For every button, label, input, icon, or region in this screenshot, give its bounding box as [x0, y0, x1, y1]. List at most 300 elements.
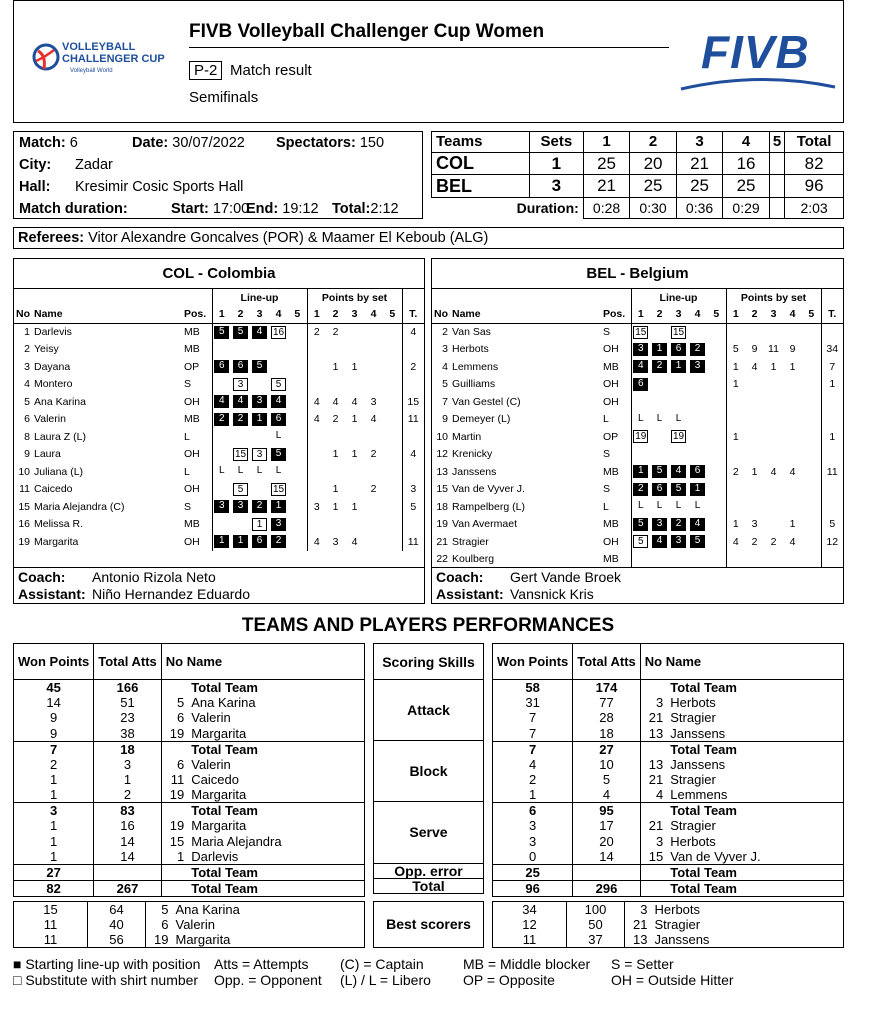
player-name: Ana Karina [34, 395, 86, 408]
player-name: Yeisy [34, 343, 59, 356]
starting-position: 5 [233, 326, 248, 339]
start-time: 17:00 [212, 201, 250, 217]
set-points: 1 [351, 500, 358, 513]
assistant-name: Niño Hernandez Eduardo [92, 586, 250, 602]
starting-position: 3 [233, 500, 248, 513]
libero-mark: L [218, 465, 225, 477]
won-points: 3 [14, 803, 94, 819]
won-points: 2 [493, 772, 573, 787]
libero-mark: L [656, 500, 663, 512]
total-label: Total Team [666, 864, 843, 880]
set-points: 9 [789, 343, 796, 356]
player-number: 4 [24, 378, 30, 391]
set-points [364, 533, 383, 551]
player-name: Janssens [452, 465, 497, 478]
player-no: 13 [625, 932, 651, 948]
player-name: Janssens [651, 932, 844, 948]
player-total [821, 498, 843, 516]
score-header-cell: Total [785, 132, 844, 153]
player-perf-row [14, 757, 365, 772]
player-total: 2 [402, 358, 424, 376]
set-points [326, 376, 345, 394]
player-name: Stragier [666, 818, 843, 833]
won-points: 0 [493, 849, 573, 865]
total-atts: 2 [94, 787, 162, 803]
player-name: Lemmens [666, 787, 843, 803]
logo-line2: CHALLENGER CUP [62, 53, 165, 65]
won-points: 11 [14, 917, 88, 932]
total-atts: 27 [573, 741, 641, 757]
substitute-number: 15 [234, 448, 247, 460]
player-row [14, 428, 424, 446]
starting-position: 3 [690, 360, 705, 373]
starting-position: 1 [214, 535, 229, 548]
player-name: Caicedo [34, 483, 73, 496]
player-number: 4 [442, 360, 448, 373]
libero-mark: L [256, 465, 263, 477]
total-header: T. [402, 306, 424, 323]
match-label: Match: [19, 135, 66, 151]
set-points [726, 393, 745, 411]
set-points: 2 [307, 323, 326, 341]
set-points [307, 358, 326, 376]
player-name: Van de Vyver J. [666, 849, 843, 865]
set-points [383, 393, 402, 411]
player-number: 9 [442, 413, 448, 426]
roster-table [432, 289, 843, 568]
player-no: 19 [161, 818, 187, 833]
won-points: 31 [493, 695, 573, 710]
set-duration: 2:03 [785, 198, 844, 219]
player-row [432, 498, 843, 516]
player-total: 5 [821, 516, 843, 534]
points-set-header: 4 [783, 306, 802, 323]
points-set-header: 5 [383, 306, 402, 323]
player-no [161, 880, 187, 896]
set-points [307, 446, 326, 464]
total-atts: 10 [573, 757, 641, 772]
set-points: 9 [751, 343, 758, 356]
won-points: 14 [14, 695, 94, 710]
set-points [326, 341, 345, 359]
starting-position: 5 [633, 518, 648, 531]
set-points: 4 [751, 360, 758, 373]
player-perf-row [493, 772, 844, 787]
score-header-cell: Teams [432, 132, 530, 153]
player-position: MB [603, 360, 619, 373]
substitute-number: 3 [252, 448, 267, 461]
set-duration: 0:28 [583, 198, 630, 219]
skill-label: Total [374, 878, 484, 893]
set-points [802, 323, 821, 341]
starting-position: 2 [652, 360, 667, 373]
legend-captain: (C) = Captain [340, 956, 424, 972]
set-points [783, 498, 802, 516]
lineup-set-header: 5 [288, 306, 307, 323]
set-points [345, 481, 364, 499]
player-row [14, 341, 424, 359]
set-points: 4 [351, 395, 358, 408]
set-points: 1 [351, 448, 358, 461]
player-perf-row [493, 818, 844, 833]
no-name-header: No Name [161, 644, 364, 680]
player-number: 10 [436, 430, 448, 443]
won-points: 34 [493, 902, 567, 918]
player-name: Valerin [187, 710, 364, 725]
player-name: Herbots [666, 833, 843, 848]
set-points [745, 481, 764, 499]
set-points [802, 393, 821, 411]
player-row [14, 393, 424, 411]
player-no: 19 [161, 787, 187, 803]
points-set-header: 2 [326, 306, 345, 323]
starting-position: 4 [252, 326, 267, 339]
won-points: 96 [493, 880, 573, 896]
skill-label: Opp. error [374, 863, 484, 878]
date-label: Date: [132, 135, 169, 151]
player-name: Valerin [34, 413, 66, 426]
phase-label: Semifinals [189, 89, 259, 106]
won-points: 2 [14, 757, 94, 772]
player-perf-row [14, 787, 365, 803]
team-panel-col [13, 258, 425, 604]
set-points [745, 393, 764, 411]
player-row [14, 533, 424, 551]
lineup-set-header: 1 [631, 306, 650, 323]
total-atts: 3 [94, 757, 162, 772]
player-no [640, 864, 666, 880]
set-points: 2 [370, 448, 377, 461]
total-atts: 14 [573, 849, 641, 865]
player-position: S [603, 483, 611, 496]
won-points: 12 [493, 917, 567, 932]
set-points: 2 [770, 535, 777, 548]
score-team-code: BEL [432, 175, 530, 198]
team-panel-bel [431, 258, 844, 604]
skill-label: Block [374, 741, 484, 802]
player-name: Koulberg [452, 553, 495, 566]
score-header-cell: 4 [723, 132, 770, 153]
player-no: 21 [640, 772, 666, 787]
set-points [764, 481, 783, 499]
player-name: Valerin [187, 757, 364, 772]
set-points [764, 393, 783, 411]
player-name: Van Sas [452, 326, 491, 338]
set-points [745, 428, 764, 446]
player-name: Darlevis [34, 326, 72, 338]
won-points: 6 [493, 803, 573, 819]
set-points [383, 376, 402, 394]
hall-value: Kresimir Cosic Sports Hall [75, 179, 244, 195]
player-row [14, 463, 424, 481]
total-atts: 20 [573, 833, 641, 848]
total-team-row [493, 880, 844, 896]
player-name: Valerin [172, 917, 365, 932]
player-total [821, 551, 843, 569]
starting-position: 6 [214, 360, 229, 373]
name-header: Name [34, 306, 184, 323]
player-name: Dayana [34, 360, 71, 373]
starting-position: 2 [233, 413, 248, 426]
starting-position: 6 [690, 465, 705, 478]
won-points: 58 [493, 680, 573, 696]
player-perf-row [14, 833, 365, 848]
total-atts: 14 [94, 833, 162, 848]
player-number: 13 [436, 465, 448, 478]
player-total: 1 [821, 428, 843, 446]
match-info [13, 131, 423, 219]
player-no: 19 [161, 726, 187, 742]
player-position: MB [603, 518, 619, 531]
won-points: 1 [493, 787, 573, 803]
set-points [802, 376, 821, 394]
substitute-number: 15 [672, 326, 685, 338]
set-points [383, 446, 402, 464]
won-points: 1 [14, 849, 94, 865]
starting-position: 6 [252, 535, 267, 548]
player-number: 3 [24, 360, 30, 373]
player-total: 7 [821, 358, 843, 376]
starting-position: 2 [252, 500, 267, 513]
libero-mark: L [675, 412, 682, 424]
set-points [345, 376, 364, 394]
assistant-row: Assistant: Niño Hernandez Eduardo [18, 586, 250, 602]
player-number: 9 [24, 448, 30, 461]
spectators-label: Spectators: [276, 135, 356, 151]
player-total [402, 341, 424, 359]
set-points [383, 358, 402, 376]
set-points [345, 341, 364, 359]
starting-position: 3 [252, 395, 267, 408]
set-points [364, 516, 383, 534]
total-atts: 38 [94, 726, 162, 742]
player-no [161, 803, 187, 819]
score-cell: 25 [630, 175, 677, 198]
duration-label: Match duration: [19, 201, 128, 217]
set-points: 1 [751, 465, 758, 478]
player-no: 1 [161, 849, 187, 865]
set-points [383, 428, 402, 446]
starting-position: 2 [214, 413, 229, 426]
player-name: Margarita [187, 726, 364, 742]
player-row [432, 481, 843, 499]
set-points: 3 [751, 518, 758, 531]
player-name: Janssens [666, 726, 843, 742]
total-atts: 296 [573, 880, 641, 896]
set-points: 1 [351, 360, 358, 373]
total-atts: 166 [94, 680, 162, 696]
legend-opp: Opp. = Opponent [214, 972, 322, 988]
hall-label: Hall: [19, 179, 51, 195]
set-points: 2 [751, 535, 758, 548]
player-perf-row [14, 695, 365, 710]
player-number: 8 [24, 430, 30, 443]
total-team-row [14, 803, 365, 819]
libero-mark: L [694, 500, 701, 512]
player-perf-row [493, 757, 844, 772]
set-points: 4 [789, 535, 796, 548]
set-points [307, 481, 326, 499]
score-cell: 25 [676, 175, 723, 198]
col-performance-table [13, 643, 365, 897]
player-name: Maria Alejandra (C) [34, 500, 125, 513]
player-number: 16 [18, 518, 30, 531]
player-row [14, 323, 424, 341]
total-atts: 14 [94, 849, 162, 865]
substitute-number: 15 [635, 326, 647, 338]
coach-row: Coach: Antonio Rizola Neto [18, 569, 216, 585]
total-atts: 83 [94, 803, 162, 819]
player-row [432, 551, 843, 569]
player-no: 5 [161, 695, 187, 710]
starting-position: 5 [652, 465, 667, 478]
total-atts [573, 864, 641, 880]
player-total [402, 463, 424, 481]
set-points [802, 411, 821, 429]
lineup-set-header: 1 [212, 306, 231, 323]
player-row [432, 428, 843, 446]
player-name: Herbots [651, 902, 844, 918]
player-number: 19 [18, 535, 30, 548]
starting-position: 6 [652, 483, 667, 496]
starting-position: 4 [271, 395, 286, 408]
won-points: 1 [14, 772, 94, 787]
lineup-set-header: 3 [250, 306, 269, 323]
total-atts: 37 [567, 932, 625, 948]
match-number: 6 [69, 135, 78, 151]
player-position: S [184, 500, 192, 513]
set-points: 4 [307, 533, 326, 551]
player-row [432, 516, 843, 534]
score-cell: 21 [676, 152, 723, 175]
player-row [432, 323, 843, 341]
player-no [640, 880, 666, 896]
roster-table [14, 289, 424, 551]
player-position: L [184, 430, 190, 443]
set-points: 1 [726, 516, 745, 534]
set-points: 1 [770, 360, 777, 373]
player-no [640, 741, 666, 757]
set-points [364, 498, 383, 516]
starting-position: 3 [671, 535, 686, 548]
player-name: Herbots [452, 343, 489, 356]
name-header: Name [452, 306, 603, 323]
starting-position: 5 [671, 483, 686, 496]
won-points: 7 [14, 741, 94, 757]
player-total: 4 [402, 446, 424, 464]
total-label: Total Team [666, 880, 843, 896]
starting-position: 3 [271, 518, 286, 531]
bel-performance-table [492, 643, 844, 897]
player-number: 7 [442, 395, 448, 408]
set-points [783, 323, 802, 341]
player-no [161, 680, 187, 696]
match-date: 30/07/2022 [172, 135, 245, 151]
player-position: L [184, 465, 190, 478]
set-points [364, 428, 383, 446]
player-no: 3 [640, 695, 666, 710]
set-points [726, 323, 745, 341]
starting-position: 2 [633, 483, 648, 496]
points-set-header: 4 [364, 306, 383, 323]
set-points [726, 481, 745, 499]
player-position: OH [603, 535, 619, 548]
set-points [383, 341, 402, 359]
player-total: 3 [402, 481, 424, 499]
player-name: Laura [34, 448, 61, 461]
set-points [326, 428, 345, 446]
set-points [802, 341, 821, 359]
player-number: 21 [436, 535, 448, 548]
player-no: 15 [161, 833, 187, 848]
scoring-skills-header: Scoring Skills [374, 644, 484, 680]
set-points [345, 463, 364, 481]
player-position: OH [603, 378, 619, 391]
referees-names: Vitor Alexandre Goncalves (POR) & Maamer El Keboub (ALG) [88, 230, 489, 246]
player-no: 6 [161, 757, 187, 772]
starting-position: 6 [671, 343, 686, 356]
starting-position: 1 [690, 483, 705, 496]
player-name: Margarita [172, 932, 365, 948]
starting-position: 1 [652, 343, 667, 356]
player-name: Margarita [187, 787, 364, 803]
total-atts: 5 [573, 772, 641, 787]
substitute-number: 3 [233, 378, 248, 391]
set-duration [769, 198, 784, 219]
player-position: OH [603, 343, 619, 356]
set-duration: 0:30 [630, 198, 677, 219]
set-points [383, 323, 402, 341]
start-label: Start: [171, 201, 209, 217]
player-name: Juliana (L) [34, 465, 84, 478]
total-label: Total Team [187, 680, 364, 696]
set-points: 3 [370, 395, 377, 408]
total-team-row [493, 680, 844, 696]
total-atts: 23 [94, 710, 162, 725]
starting-position: 4 [652, 535, 667, 548]
no-header: No [14, 306, 34, 323]
player-perf-row [493, 710, 844, 725]
legend-op: OP = Opposite [463, 972, 555, 988]
set-points [783, 481, 802, 499]
player-number: 11 [19, 483, 30, 496]
set-points: 4 [370, 413, 377, 426]
player-number: 5 [24, 395, 30, 408]
player-row [14, 481, 424, 499]
points-set-header: 2 [745, 306, 764, 323]
score-team-code: COL [432, 152, 530, 175]
set-duration: 0:29 [723, 198, 770, 219]
no-header: No [432, 306, 452, 323]
set-points: 1 [332, 448, 339, 461]
player-position: OH [184, 535, 200, 548]
set-points [307, 463, 326, 481]
player-no: 4 [640, 787, 666, 803]
player-number: 1 [24, 326, 30, 338]
player-perf-row [14, 772, 365, 787]
player-name: Montero [34, 378, 73, 391]
player-number: 19 [436, 518, 448, 531]
player-name: Rampelberg (L) [452, 500, 525, 513]
set-points [364, 376, 383, 394]
set-points [764, 498, 783, 516]
substitute-number: 16 [272, 326, 285, 338]
player-perf-row [14, 849, 365, 865]
team-name: COL - Colombia [14, 259, 424, 289]
set-points [745, 411, 764, 429]
pos-header: Pos. [184, 306, 212, 323]
player-no [161, 864, 187, 880]
